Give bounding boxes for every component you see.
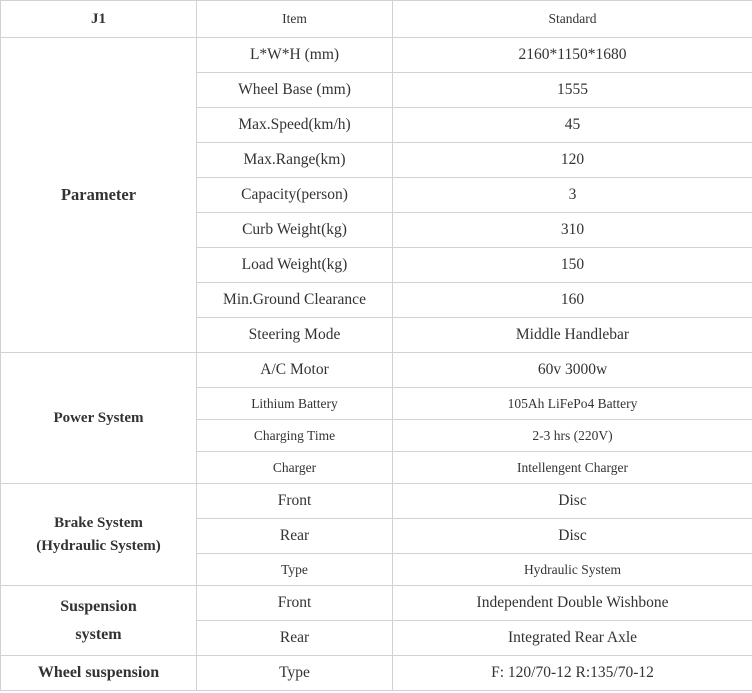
item-cell: Rear <box>197 519 393 554</box>
value-cell: Middle Handlebar <box>393 318 752 353</box>
item-cell: A/C Motor <box>197 353 393 388</box>
item-cell: Type <box>197 656 393 691</box>
item-cell: Max.Speed(km/h) <box>197 108 393 143</box>
value-cell: 120 <box>393 143 752 178</box>
value-cell: 3 <box>393 178 752 213</box>
group-wheel-suspension: Wheel suspension <box>1 656 197 691</box>
item-cell: Min.Ground Clearance <box>197 283 393 318</box>
item-cell: Type <box>197 554 393 586</box>
value-cell: Disc <box>393 519 752 554</box>
item-cell: L*W*H (mm) <box>197 38 393 73</box>
header-row <box>1 1 752 38</box>
item-cell: Max.Range(km) <box>197 143 393 178</box>
group-parameter: Parameter <box>1 38 197 353</box>
item-cell: Front <box>197 484 393 519</box>
group-brake-system <box>1 484 197 586</box>
table-row <box>1 484 752 519</box>
table-row <box>1 353 752 388</box>
suspension-group-line-1: Suspension <box>60 598 137 616</box>
item-cell: Curb Weight(kg) <box>197 213 393 248</box>
header-standard: Standard <box>393 1 752 38</box>
value-cell: 60v 3000w <box>393 353 752 388</box>
item-cell: Capacity(person) <box>197 178 393 213</box>
value-cell: Intellengent Charger <box>393 452 752 484</box>
item-cell: Steering Mode <box>197 318 393 353</box>
value-cell: Integrated Rear Axle <box>393 621 752 656</box>
item-cell: Charging Time <box>197 420 393 452</box>
item-cell: Rear <box>197 621 393 656</box>
value-cell: 2160*1150*1680 <box>393 38 752 73</box>
value-cell: 310 <box>393 213 752 248</box>
value-cell: Independent Double Wishbone <box>393 586 752 621</box>
table-row <box>1 38 752 73</box>
group-power-system: Power System <box>1 353 197 484</box>
value-cell: 160 <box>393 283 752 318</box>
item-cell: Lithium Battery <box>197 388 393 420</box>
suspension-group-line-2: system <box>75 625 122 643</box>
item-cell: Wheel Base (mm) <box>197 73 393 108</box>
item-cell: Front <box>197 586 393 621</box>
group-suspension-system <box>1 586 197 656</box>
value-cell: 150 <box>393 248 752 283</box>
item-cell: Load Weight(kg) <box>197 248 393 283</box>
header-item: Item <box>197 1 393 38</box>
brake-group-line-1: Brake System <box>54 515 143 531</box>
table-row <box>1 586 752 621</box>
item-cell: Charger <box>197 452 393 484</box>
value-cell: 2-3 hrs (220V) <box>393 420 752 452</box>
value-cell: 45 <box>393 108 752 143</box>
table-row <box>1 656 752 691</box>
header-model: J1 <box>1 1 197 38</box>
brake-group-line-2: (Hydraulic System) <box>36 537 161 554</box>
value-cell: Hydraulic System <box>393 554 752 586</box>
value-cell: F: 120/70-12 R:135/70-12 <box>393 656 752 691</box>
value-cell: Disc <box>393 484 752 519</box>
value-cell: 1555 <box>393 73 752 108</box>
value-cell: 105Ah LiFePo4 Battery <box>393 388 752 420</box>
